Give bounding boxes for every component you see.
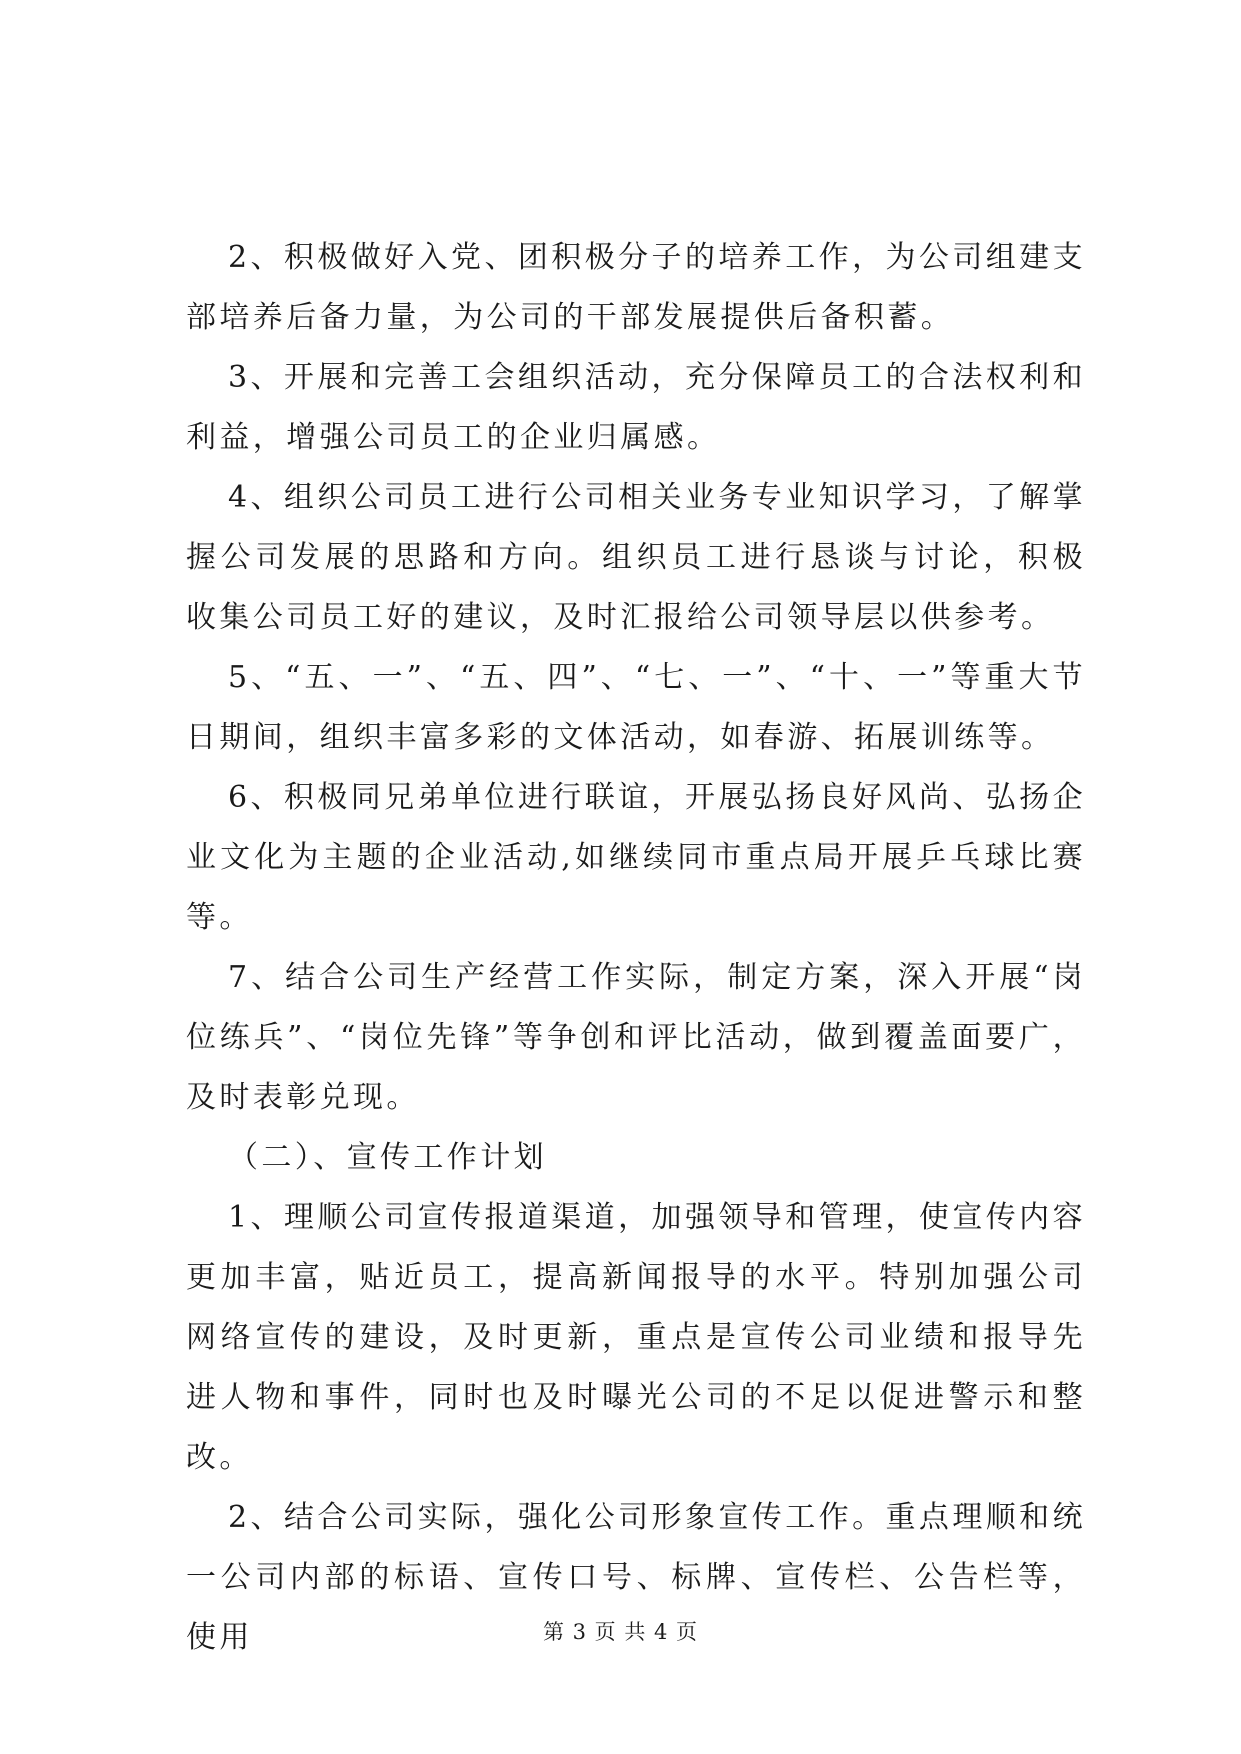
paragraph-item-5: 5、“五、一”、“五、四”、“七、一”、“十、一”等重大节日期间，组织丰富多彩的文体活动，如春游、拓展训练等。 bbox=[186, 660, 1086, 755]
paragraph-publicity-1: 1、理顺公司宣传报道渠道，加强领导和管理，使宣传内容更加丰富，贴近员工，提高新闻报导的水平。特别加强公司网络宣传的建设，及时更新，重点是宣传公司业绩和报导先进人物和事件，同时也及时曝光公司的不足以促进警示和整改。 bbox=[186, 1200, 1086, 1475]
paragraph-item-2: 2、积极做好入党、团积极分子的培养工作，为公司组建支部培养后备力量，为公司的干部发展提供后备积蓄。 bbox=[186, 240, 1086, 335]
section-heading: （二）、宣传工作计划 bbox=[228, 1140, 547, 1175]
page-number-footer: 第 3 页 共 4 页 bbox=[542, 1620, 699, 1644]
paragraph-item-3: 3、开展和完善工会组织活动，充分保障员工的合法权利和利益，增强公司员工的企业归属感。 bbox=[186, 360, 1086, 455]
paragraph-item-7: 7、结合公司生产经营工作实际，制定方案，深入开展“岗位练兵”、“岗位先锋”等争创和评比活动，做到覆盖面要广，及时表彰兑现。 bbox=[186, 960, 1086, 1115]
document-body bbox=[186, 228, 1086, 1668]
paragraph-publicity-2: 2、结合公司实际，强化公司形象宣传工作。重点理顺和统一公司内部的标语、宣传口号、标牌、宣传栏、公告栏等，使用 bbox=[186, 1500, 1086, 1655]
paragraph-item-4: 4、组织公司员工进行公司相关业务专业知识学习，了解掌握公司发展的思路和方向。组织员工进行恳谈与讨论，积极收集公司员工好的建议，及时汇报给公司领导层以供参考。 bbox=[186, 480, 1086, 635]
paragraph-item-6: 6、积极同兄弟单位进行联谊，开展弘扬良好风尚、弘扬企业文化为主题的企业活动,如继续同市重点局开展乒乓球比赛等。 bbox=[186, 780, 1086, 935]
